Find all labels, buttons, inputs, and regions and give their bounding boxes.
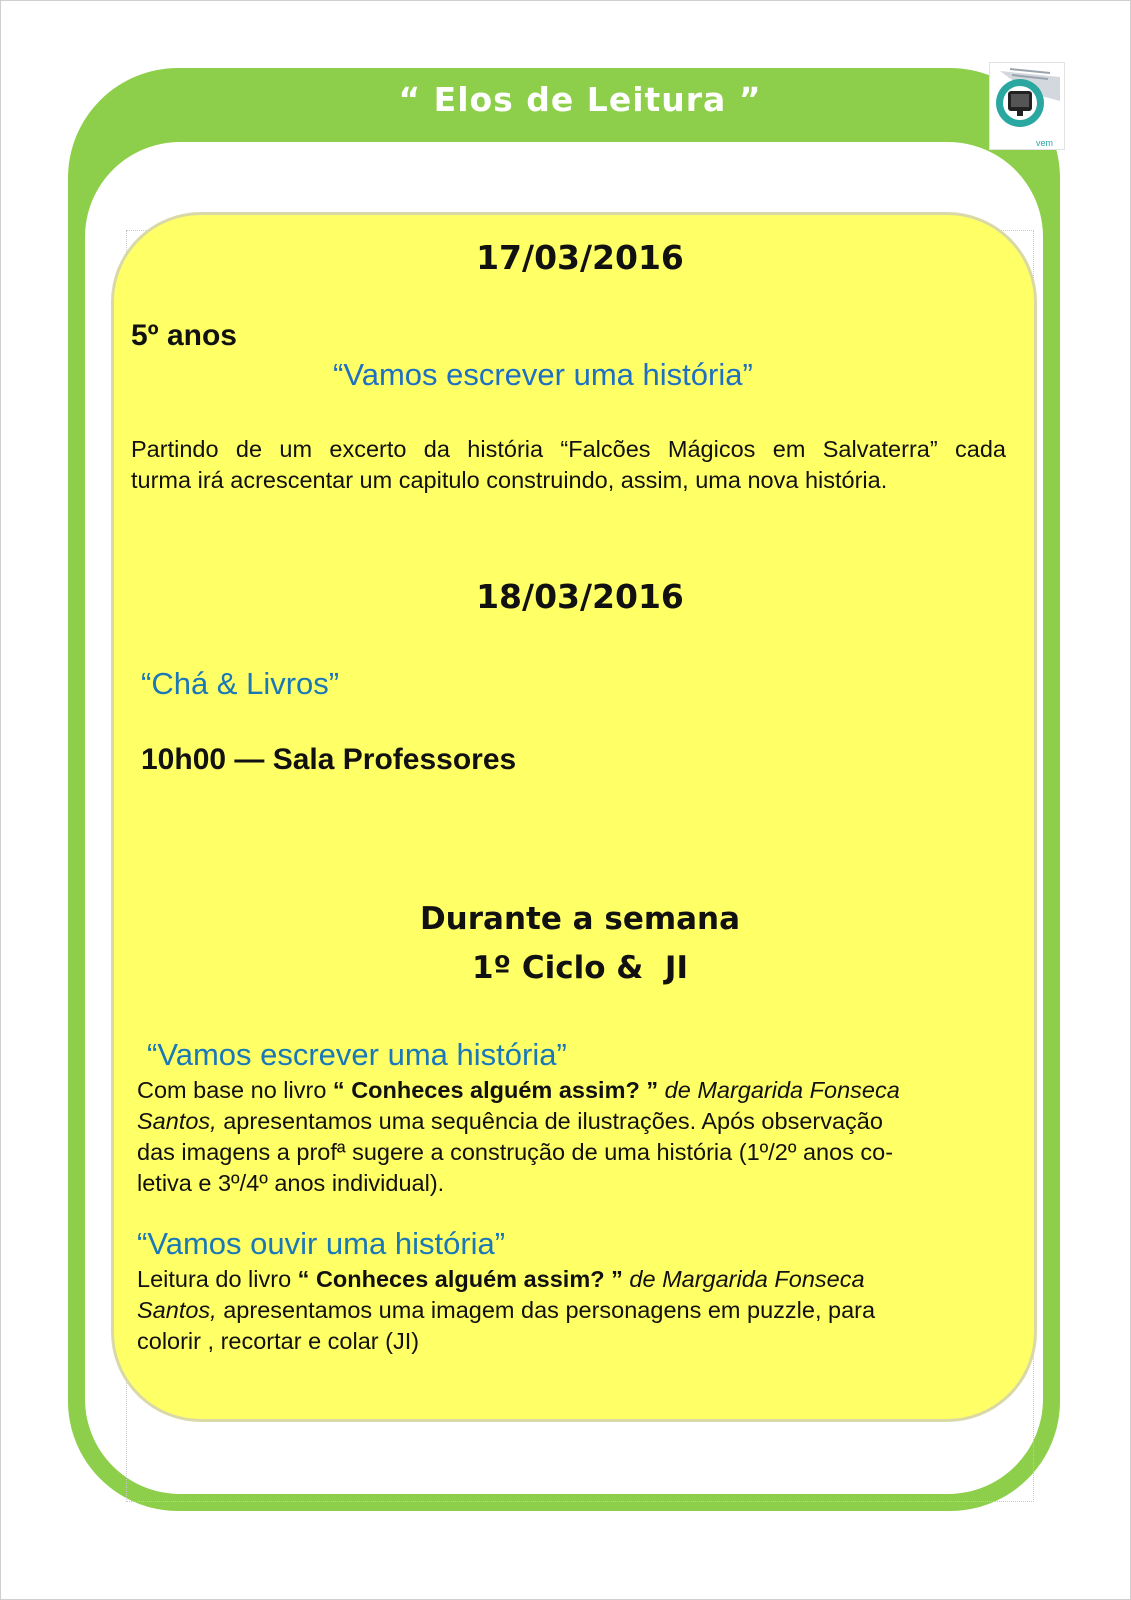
activity-title-2: “Chá & Livros” (141, 666, 340, 701)
activity-4-line-2: Santos, apresentamos uma imagem das personagens em puzzle, para (137, 1297, 876, 1323)
activity-title-3: “Vamos escrever uma história” (147, 1037, 567, 1072)
week-subheading: 1º Ciclo & JI (471, 950, 688, 986)
activity-title-4: “Vamos ouvir uma história” (137, 1226, 506, 1261)
week-heading: Durante a semana (419, 901, 741, 937)
time-place: 10h00 — Sala Professores (141, 743, 517, 776)
activity-3-line-4: letiva e 3º/4º anos individual). (137, 1170, 445, 1196)
activity-desc-line-2: turma irá acrescentar um capitulo construindo, assim, uma nova história. (131, 467, 888, 493)
activity-desc-line-1: Partindo de um excerto da história “Falcões Mágicos em Salvaterra” cada (131, 436, 1006, 462)
activity-3-line-3: das imagens a profª sugere a construção de uma história (1º/2º anos co- (137, 1139, 894, 1165)
activity-4-line-1: Leitura do livro “ Conheces alguém assim? ” de Margarida Fonseca (137, 1266, 865, 1292)
activity-3-line-1: Com base no livro “ Conheces alguém assim? ” de Margarida Fonseca (137, 1077, 900, 1103)
activity-title-1: “Vamos escrever uma história” (333, 357, 753, 392)
date-heading-1: 17/03/2016 (476, 238, 684, 277)
page-title: “ Elos de Leitura ” (398, 80, 762, 119)
monitor-logo-icon (989, 62, 1065, 150)
activity-4-line-3: colorir , recortar e colar (JI) (137, 1328, 420, 1354)
audience-label: 5º anos (131, 319, 237, 352)
date-heading-2: 18/03/2016 (476, 577, 684, 616)
svg-text:vem: vem (1036, 138, 1054, 148)
activity-3-line-2: Santos, apresentamos uma sequência de ilustrações. Após observação (137, 1108, 883, 1134)
